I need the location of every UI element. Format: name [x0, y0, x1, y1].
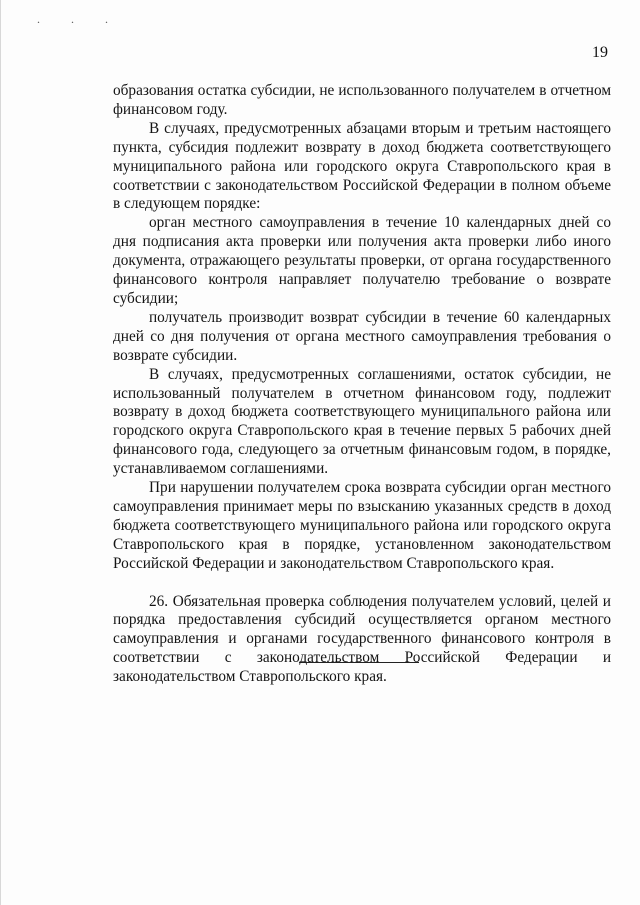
paragraph-agreement-balance: В случаях, предусмотренных соглашениями, остаток субсидии, не использованный получателем в отчетном финансовом году, подлежит возврату в доход бюджета соответствующего муниципального района или городского округа Ставропольского края в течение первых 5 рабочих дней финансового года, следующего за отчетным финансовым годом, в порядке, устанавливаемом соглашениями. — [113, 365, 611, 478]
scan-marks: . . . — [37, 12, 122, 26]
paragraph-continuation: образования остатка субсидии, не использованного получателем в отчетном финансовом году. — [113, 82, 611, 118]
page-number: 19 — [592, 44, 608, 61]
paragraph-local-authority-demand: орган местного самоуправления в течение 10 календарных дней со дня подписания акта проверки или получения акта проверки либо иного документа, отражающего результаты проверки, от органа государственного финансового контроля направляет получателю требование о возврате субсидии; — [113, 214, 611, 307]
document-body — [113, 82, 611, 687]
paragraph-refund-violation: При нарушении получателем срока возврата субсидии орган местного самоуправления принимает меры по взысканию указанных средств в доход бюджета соответствующего муниципального района или городского округа Ставропольского края в порядке, установленном законодательством Российской Федерации и законодательством Ставропольского края. — [113, 479, 611, 572]
paragraph-refund-cases: В случаях, предусмотренных абзацами вторым и третьим настоящего пункта, субсидия подлежит возврату в доход бюджета соответствующего муниципального района или городского округа Ставропольского края в соответствии с законодательством Российской Федерации в полном объеме в следующем порядке: — [113, 119, 611, 213]
end-of-document-rule — [299, 662, 419, 663]
paragraph-item-26: 26. Обязательная проверка соблюдения получателем условий, целей и порядка предоставления субсидий осуществляется органом местного самоуправления и органами государственного финансового контроля в соответствии с законодательством Российской Федерации и законодательством Ставропольского края. — [113, 592, 611, 686]
paragraph-recipient-refund: получатель производит возврат субсидии в течение 60 календарных дней со дня получения от органа местного самоуправления требования о возврате субсидии. — [113, 308, 611, 364]
